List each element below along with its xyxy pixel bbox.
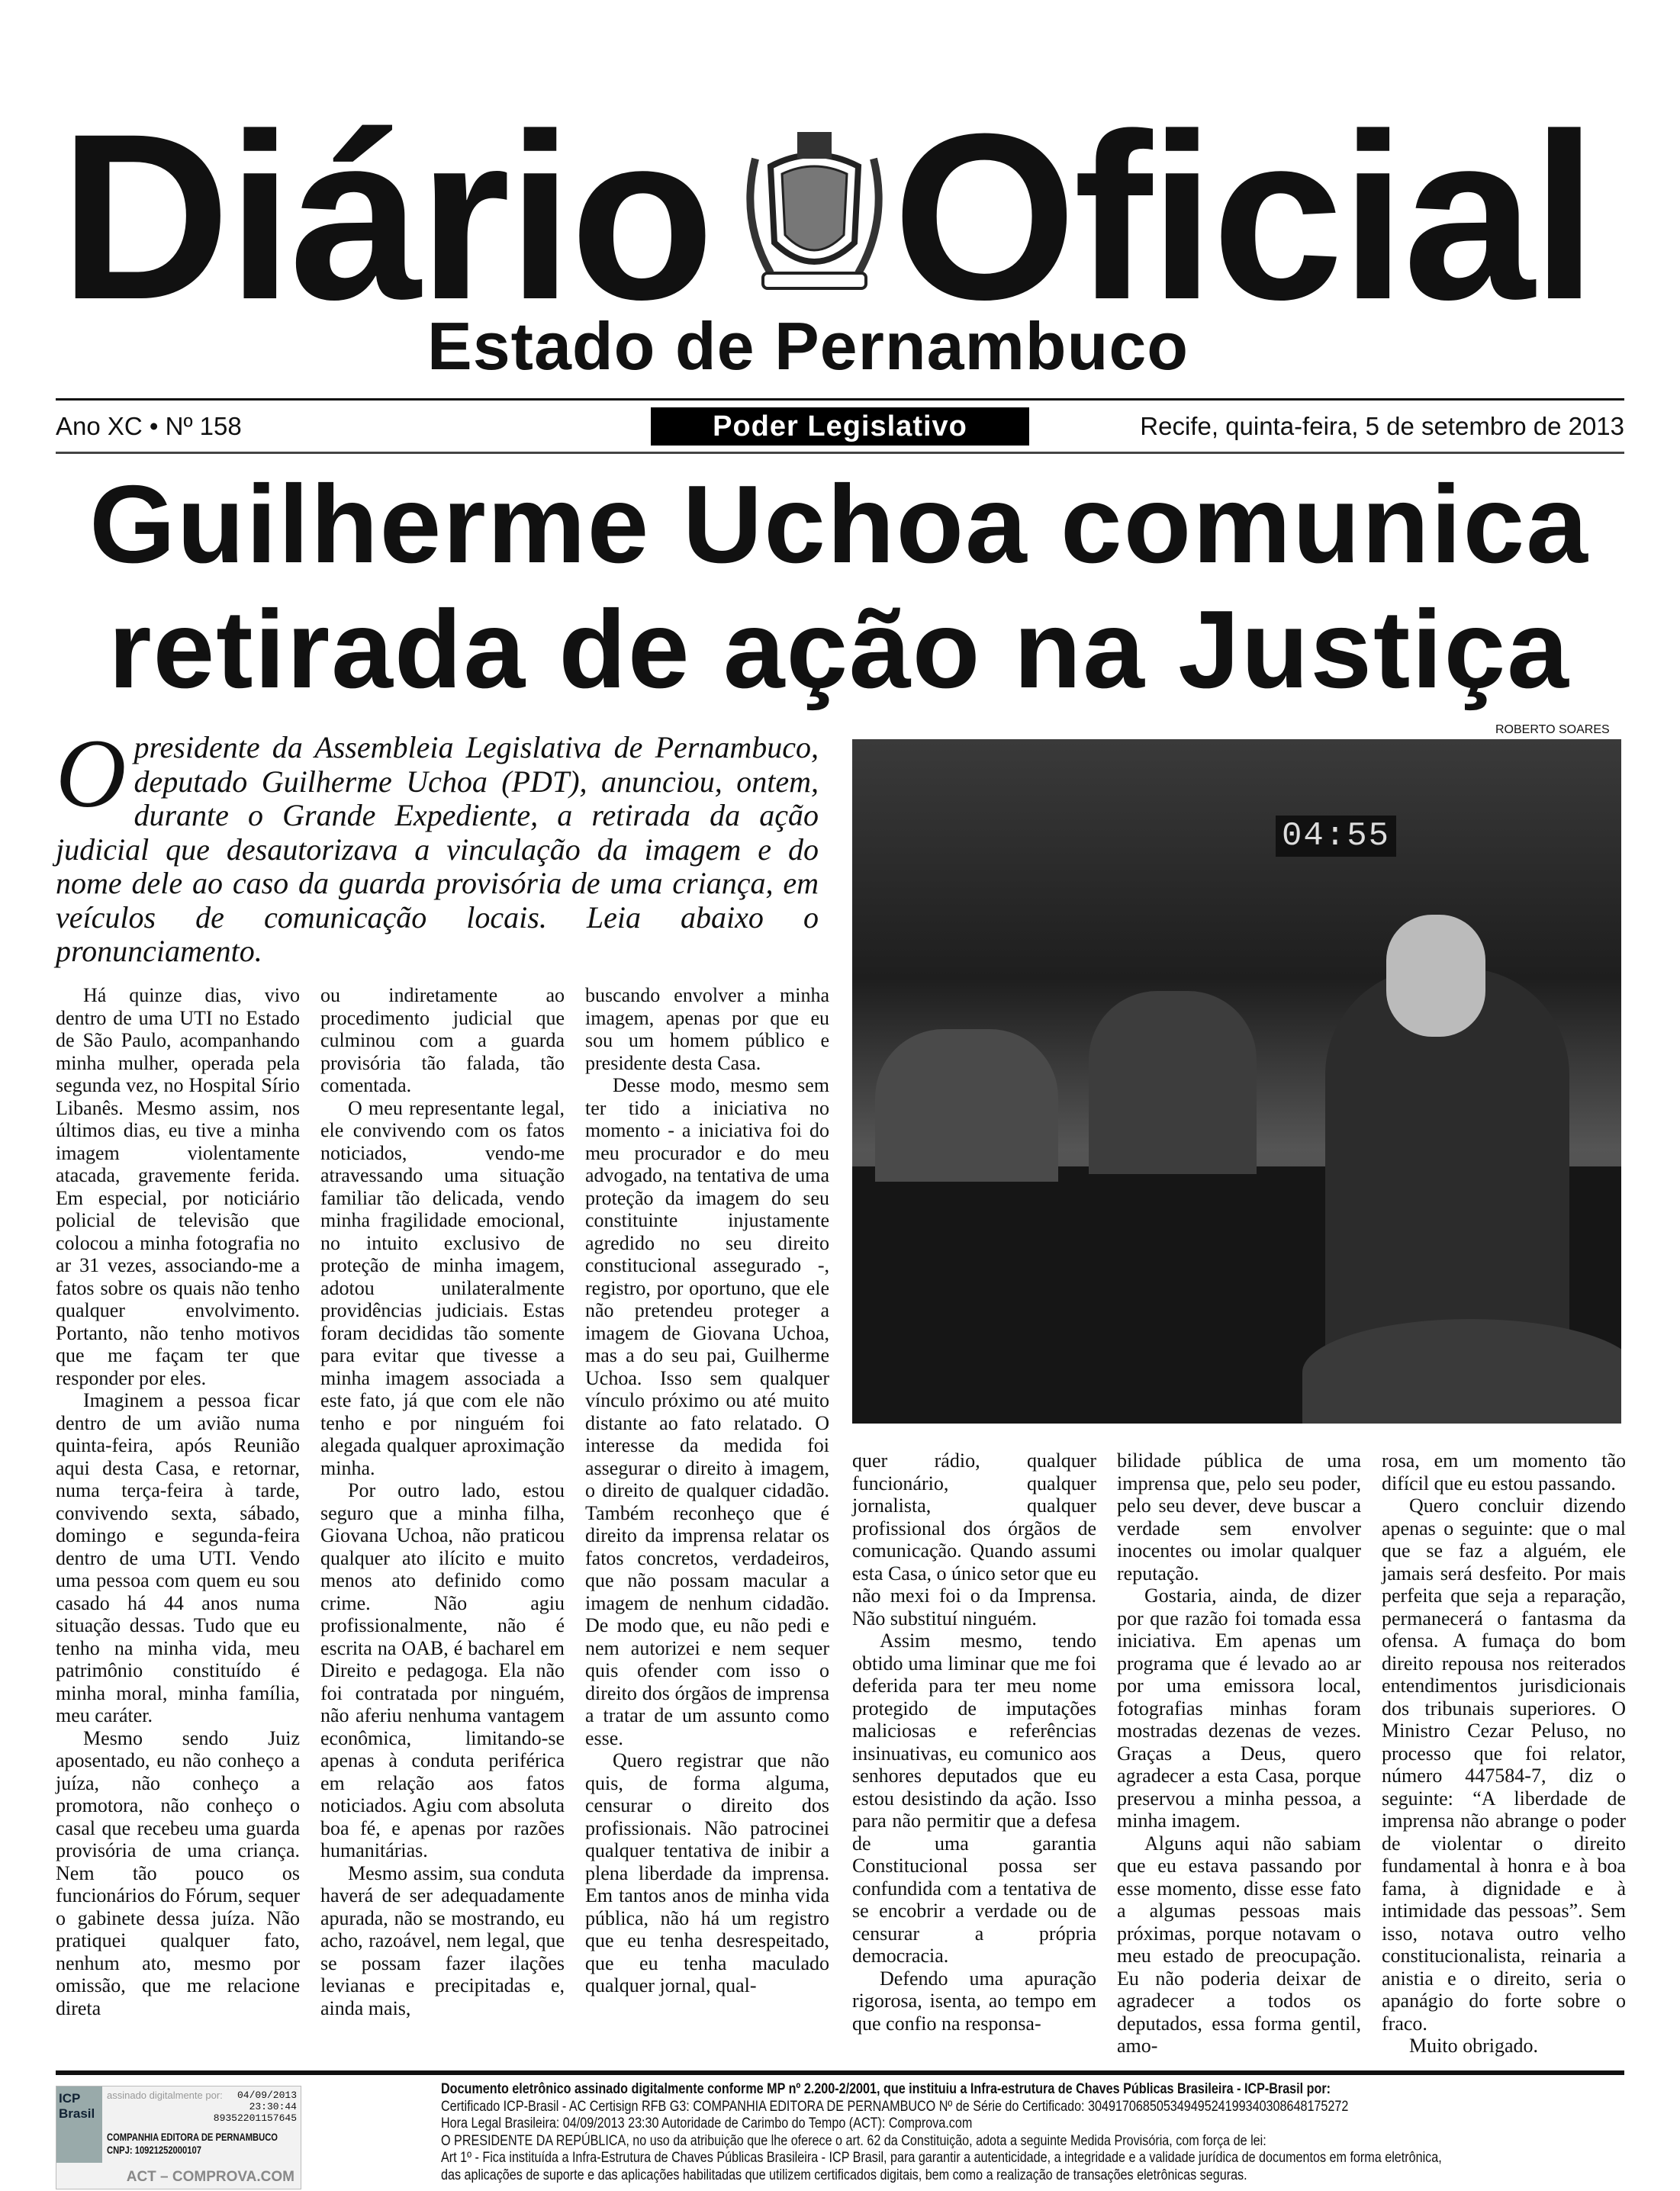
digital-signature-stamp [56, 2086, 301, 2189]
stamp-serial: 89352201157645 [213, 2112, 297, 2124]
photo-speaker-at-podium [852, 739, 1621, 1424]
section-label: Poder Legislativo [651, 407, 1029, 446]
notice-line: Hora Legal Brasileira: 04/09/2013 23:30 Autoridade de Carimbo do Tempo (ACT): Comprova.com [441, 2115, 973, 2131]
paragraph: Mesmo assim, sua conduta haverá de ser adequadamente apurada, não se mostrando, eu acho, razoável, nem legal, que se possam fazer ilações levianas e precipitadas e, ainda mais, [320, 1861, 565, 2019]
seated-person [875, 1029, 1058, 1182]
stamp-time: 23:30:44 [249, 2101, 297, 2112]
notice-line: Art 1º - Fica instituída a Infra-Estrutura de Chaves Públicas Brasileira - ICP Brasil, para garantir a autenticidade, a integridade e a validade jurídica de documentos em forma eletrônica, [441, 2150, 1442, 2166]
paragraph: rosa, em um momento tão difícil que eu estou passando. [1382, 1449, 1626, 1494]
signature-notice [441, 2081, 1669, 2184]
divider [56, 398, 1624, 401]
notice-line: das aplicações de suporte e das aplicações habilitadas que utilizem certificados digitais, bem como a realização de transações eletrônicas seguras. [441, 2167, 1247, 2183]
podium [1302, 1319, 1621, 1424]
article-column-6 [1382, 1449, 1626, 2057]
paragraph: ou indiretamente ao procedimento judicial que culminou com a guarda provisória tão falada, tão comentada. [320, 984, 565, 1096]
paragraph: bilidade pública de uma imprensa que, pelo seu poder, pelo seu dever, deve buscar a verdade sem envolver inocentes ou imolar qualquer reputação. [1117, 1449, 1361, 1585]
stamp-date: 04/09/2013 [237, 2090, 297, 2101]
photo-credit: ROBERTO SOARES [1495, 723, 1610, 736]
stamp-act: ACT – COMPROVA.COM [126, 2169, 294, 2185]
notice-line: O PRESIDENTE DA REPÚBLICA, no uso da atribuição que lhe oferece o art. 62 da Constituição, adota a seguinte Medida Provisória, com força de lei: [441, 2132, 1266, 2149]
coat-of-arms-icon [740, 128, 889, 304]
notice-line: Documento eletrônico assinado digitalmente conforme MP nº 2.200-2/2001, que instituiu a Infra-estrutura de Chaves Públicas Brasileira - ICP-Brasil por: [441, 2081, 1331, 2097]
paragraph: Imaginem a pessoa ficar dentro de um avião numa quinta-feira, após Reunião aqui desta Casa, e retornar, numa terça-feira à tarde, convivendo sexta, sábado, domingo e segunda-feira dentro de uma UTI. Vendo uma pessoa com quem eu sou casado há 44 anos numa situação dessas. Tudo que eu tenho na minha vida, meu patrimônio constituído é minha moral, minha família, meu caráter. [56, 1389, 300, 1726]
intro-lead [56, 719, 819, 969]
paragraph: O meu representante legal, ele convivendo com os fatos noticiados, vendo-me atravessando uma situação familiar tão delicada, vendo minha fragilidade emocional, no intuito exclusivo de proteção de minha imagem, adotou unilateralmente providências judiciais. Estas foram decididas tão somente para evitar que tivesse a minha imagem associada a este fato, já que com ele não tenho e por ninguém foi alegada qualquer aproximação minha. [320, 1096, 565, 1479]
edition-number: Ano XC • Nº 158 [56, 412, 242, 440]
paragraph: Quero concluir dizendo apenas o seguinte: que o mal que se faz a alguém, ele jamais será desfeito. Por mais perfeita que seja a reparação, permanecerá o fantasma da ofensa. A fumaça do bom direito repousa nos reiterados entendimentos jurisdicionais dos tribunais superiores. O Ministro Cezar Peluso, no processo que foi relator, número 447584-7, diz o seguinte: “A liberdade de imprensa não abrange o poder de violentar o direito fundamental à honra e à boa fama, à dignidade e à intimidade das pessoas”. Sem isso, notava outro velho constitucionalista, reinaria a anistia e o direito, seria o apanágio do forte sobre o fraco. [1382, 1494, 1626, 2035]
article-column-5 [1117, 1449, 1361, 2057]
paragraph: Desse modo, mesmo sem ter tido a iniciativa no momento - a iniciativa foi do meu procurador e do meu advogado, na tentativa de uma proteção da imagem do seu constituinte injustamente agredido no seu direito constitucional assegurado -, registro, por oportuno, que ele não pretendeu proteger a imagem de Giovana Uchoa, mas a do seu pai, Guilherme Uchoa. Isso sem qualquer vínculo próximo ou até muito distante ao fato relatado. O interesse da medida foi assegurar o direito à imagem, o direito de qualquer cidadão. Também reconheço que é direito da imprensa relatar os fatos concretos, verdadeiros, que não possam macular a imagem de nenhum cidadão. De modo que, eu não pedi e nem autorizei e nem sequer quis ofender com isso o direito dos órgãos de imprensa a tratar de um assunto como esse. [585, 1074, 829, 1749]
article-column-1 [56, 984, 300, 2019]
article-column-3 [585, 984, 829, 1997]
stamp-company: COMPANHIA EDITORA DE PERNAMBUCO [107, 2131, 278, 2143]
icp-brasil-logo: ICP Brasil [56, 2086, 102, 2163]
notice-line: Certificado ICP-Brasil - AC Certisign RFB G3: COMPANHIA EDITORA DE PERNAMBUCO Nº de Série do Certificado: 30491706850534949524199340308648175272 [441, 2098, 1349, 2115]
masthead-oficial: Oficial [893, 84, 1595, 349]
seated-person [1089, 991, 1257, 1174]
speaker-head [1386, 915, 1485, 1037]
stamp-label: assinado digitalmente por: [107, 2090, 223, 2101]
paragraph: Por outro lado, estou seguro que a minha filha, Giovana Uchoa, não praticou qualquer ato ilícito e muito menos ato definido como crime. Não agiu profissionalmente, não é escrita na OAB, é bacharel em Direito e pedagoga. Ela não foi contratada por ninguém, não aferiu nenhuma vantagem econômica, limitando-se apenas à conduta periférica em relação aos fatos noticiados. Agiu com absoluta boa fé, e apenas por razões humanitárias. [320, 1479, 565, 1861]
masthead-diario: Diário [60, 84, 712, 349]
article-column-4 [852, 1449, 1096, 2035]
paragraph: quer rádio, qualquer funcionário, qualquer jornalista, qualquer profissional dos órgãos de comunicação. Quando assumi esta Casa, o único setor que eu não mexi foi o da Imprensa. Não substituí ninguém. [852, 1449, 1096, 1630]
clock-display: 04:55 [1276, 816, 1396, 857]
paragraph: Quero registrar que não quis, de forma alguma, censurar o direito dos profissionais. Não patrocinei qualquer tentativa de inibir a plena liberdade da imprensa. Em tantos anos de minha vida pública, não há um registro que eu tenha desrespeitado, que eu tenha maculado qualquer jornal, qual- [585, 1749, 829, 1996]
paragraph: Há quinze dias, vivo dentro de uma UTI no Estado de São Paulo, acompanhando minha mulher, operada pela segunda vez, no Hospital Sírio Libanês. Mesmo assim, nos últimos dias, eu tive a minha imagem violentamente atacada, gravemente ferida. Em especial, por noticiário policial de televisão que colocou a minha fotografia no ar 31 vezes, associando-me a fatos sobre os quais não tenho qualquer envolvimento. Portanto, não tenho motivos que me façam ter que responder por eles. [56, 984, 300, 1389]
paragraph: Defendo uma apuração rigorosa, isenta, ao tempo em que confio na responsa- [852, 1967, 1096, 2035]
paragraph: buscando envolver a minha imagem, apenas por que eu sou um homem público e presidente desta Casa. [585, 984, 829, 1074]
footer-divider [56, 2070, 1624, 2075]
intro-text: presidente da Assembleia Legislativa de Pernambuco, deputado Guilherme Uchoa (PDT), anunciou, ontem, durante o Grande Expediente, a retirada da ação judicial que desautorizava a vinculação da imagem e do nome dele ao caso da guarda provisória de uma criança, em veículos de comunicação locais. Leia abaixo o pronunciamento. [56, 730, 819, 968]
paragraph: Gostaria, ainda, de dizer por que razão foi tomada essa iniciativa. Em apenas um programa que é levado ao ar por uma emissora local, fotografias minhas foram mostradas dezenas de vezes. Graças a Deus, quero agradecer a esta Casa, porque preservou a minha pessoa, a minha imagem. [1117, 1585, 1361, 1832]
drop-cap: O [56, 719, 127, 828]
paragraph: Muito obrigado. [1409, 2035, 1538, 2057]
headline-line-1: Guilherme Uchoa comunica [89, 462, 1589, 586]
paragraph: Alguns aqui não sabiam que eu estava passando por esse momento, disse esse fato a algumas pessoas mais próximas, porque notavam o meu estado de preocupação. Eu não poderia deixar de agradecer a todos os deputados, essa forma gentil, amo- [1117, 1832, 1361, 2057]
article-column-2 [320, 984, 565, 2019]
stamp-cnpj: CNPJ: 10921252000107 [107, 2144, 201, 2156]
masthead-subtitle: Estado de Pernambuco [427, 308, 1189, 384]
paragraph: Assim mesmo, tendo obtido uma liminar que me foi deferida para ter meu nome protegido de imputações maliciosas e referências insinuativas, eu comunico aos senhores deputados que eu estou desistindo da ação. Isso para não permitir que a defesa de uma garantia Constitucional possa ser confundida com a tentativa de se encobrir a verdade ou de censurar a própria democracia. [852, 1630, 1096, 1967]
publication-date: Recife, quinta-feira, 5 de setembro de 2013 [1140, 412, 1624, 440]
headline-line-2: retirada de ação na Justiça [108, 587, 1570, 711]
divider [56, 452, 1624, 454]
paragraph: Mesmo sendo Juiz aposentado, eu não conheço a juíza, não conheço a promotora, não conheço o casal que recebeu uma guarda provisória de uma criança. Nem tão pouco os funcionários do Fórum, sequer o gabinete dessa juíza. Não pratiquei qualquer fato, nenhum ato, mesmo por omissão, que me relacione direta [56, 1726, 300, 2019]
